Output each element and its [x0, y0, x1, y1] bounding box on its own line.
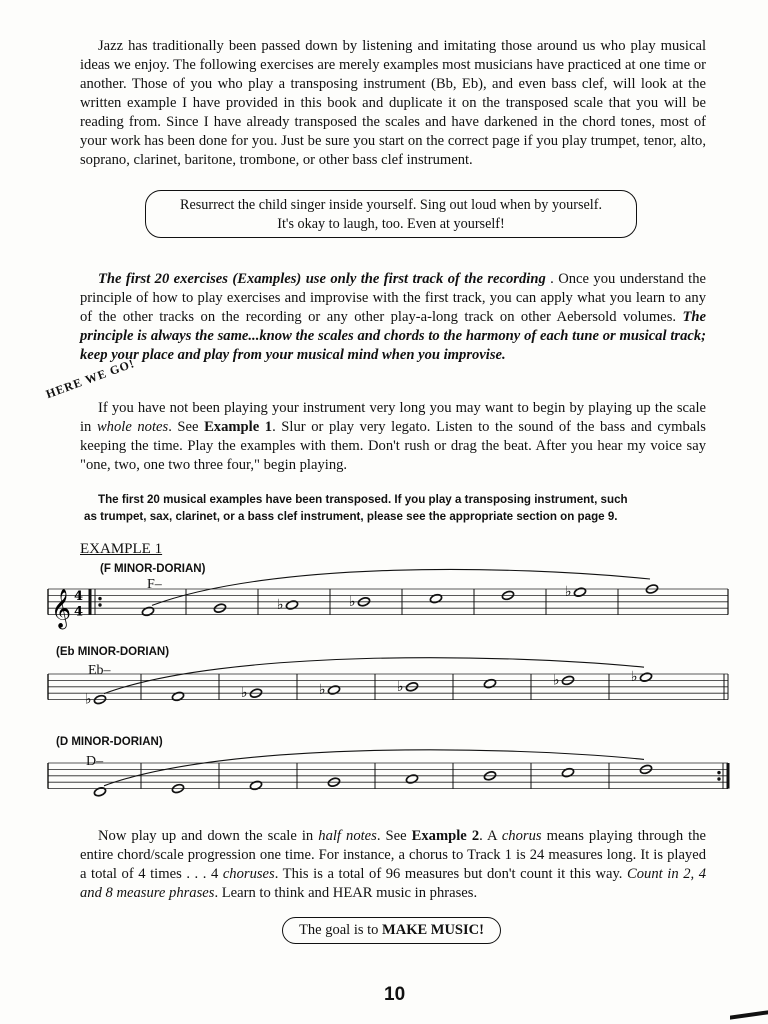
here-we-go-label: HERE WE GO! [44, 356, 137, 402]
callout-line-2: It's okay to laugh, too. Even at yourself! [277, 216, 505, 232]
flat-sign: ♭ [565, 584, 572, 601]
flat-sign: ♭ [553, 672, 560, 689]
flat-sign: ♭ [85, 691, 92, 708]
flat-sign: ♭ [241, 685, 248, 702]
treble-clef-icon: 𝄞 [51, 588, 72, 629]
repeat-dot [717, 777, 720, 780]
whole-note-C [429, 593, 442, 604]
whole-note-Ab [285, 600, 298, 611]
callout-line-1: Resurrect the child singer inside yourself. Sing out loud when by yourself. [179, 197, 602, 213]
goal-callout: The goal is to MAKE MUSIC! [282, 917, 501, 944]
chord-symbol-d-minor: D– [86, 754, 104, 769]
flat-sign: ♭ [349, 593, 356, 610]
whole-note-C [483, 678, 496, 689]
whole-note-D [93, 786, 106, 797]
whole-note-Ab [327, 685, 340, 696]
notice-line-2: as trumpet, sax, clarinet, or a bass clef instrument, please see the appropriate section on page 9. [84, 510, 618, 523]
whole-note-F [141, 606, 154, 617]
notice-line-1: The first 20 musical examples have been transposed. If you play a transposing instrument, such [98, 493, 628, 506]
whole-note-Eb [639, 672, 652, 683]
repeat-dot [717, 771, 720, 774]
chord-symbol-f-minor: F– [147, 577, 162, 592]
chord-symbol-eb-minor: Eb– [88, 663, 111, 678]
intro-paragraph: Jazz has traditionally been passed down by listening and imitating those around us who play musical ideas we enjoy. The following exercises are merely examples most musicians have practiced at one time or another. Those of you who play a transposing instrument (Bb, Eb), and even bass clef, will look at the written example I have provided in this book and duplicate it on the transposed scale that you will be reading from. Since I have already transposed the scales and have darkened in the chord tones, most of your work has been done for you. Just be sure you start on the correct page if you play trumpet, tenor, alto, soprano, clarinet, baritone, trombone, or other bass clef instrument. [80, 38, 706, 168]
slur [152, 569, 650, 605]
scale-label-eb-minor-dorian: (Eb MINOR-DORIAN) [56, 646, 170, 658]
slur [104, 750, 644, 786]
flat-sign: ♭ [319, 682, 326, 698]
principle-statement: The principle is always the same...know the scales and chords to the harmony of each tune or musical track; keep your place and play from your musical mind when you improvise. [80, 309, 706, 363]
example-1-title: EXAMPLE 1 [80, 541, 163, 557]
whole-note-A [405, 774, 418, 785]
half-notes-paragraph: Now play up and down the scale in half notes. See Example 2. A chorus means playing through the entire chord/scale progression one time. For instance, a chorus to Track 1 is 24 measures long. It is played a total of 4 times . . . 4 choruses. This is a total of 96 measures but don't count it this way. Count in 2, 4 and 8 measure phrases. Learn to think and HEAR music in phrases. [80, 828, 707, 901]
time-signature-top: 4 [74, 589, 84, 604]
time-signature-bottom: 4 [74, 604, 84, 620]
first-track-lead: The first 20 exercises (Examples) use only the first track of the recording [98, 271, 546, 287]
scale-label-f-minor-dorian: (F MINOR-DORIAN) [100, 563, 206, 575]
flat-sign: ♭ [631, 669, 638, 686]
principle-paragraph: The first 20 exercises (Examples) use only the first track of the recording . Once you understand the principle of how to play exercises and improvise with the first track, you can apply what you learn to any of the other tracks on the recording or any other play-a-long track on other Aebersold volumes. The principle is always the same...know the scales and chords to the harmony of each tune or musical track; keep your place and play from your musical mind when you improvise. [80, 271, 706, 363]
scale-label-d-minor-dorian: (D MINOR-DORIAN) [56, 736, 163, 748]
whole-note-F [171, 691, 184, 702]
page-number: 10 [384, 984, 406, 1005]
whole-note-F [249, 780, 262, 791]
start-paragraph: If you have not been playing your instrument very long you may want to begin by playing up the scale in whole notes. See Example 1. Slur or play very legato. Listen to the sound of the bass and cymbals keeping the time. Play the examples with them. Don't rush or drag the beat. After you hear my voice say "one, two, one two three four," begin playing. [80, 400, 706, 473]
flat-sign: ♭ [397, 678, 404, 695]
repeat-dot [98, 597, 101, 600]
whole-note-C [561, 767, 574, 778]
slur [104, 658, 644, 694]
whole-note-Eb [573, 587, 586, 598]
flat-sign: ♭ [277, 597, 284, 613]
repeat-dot [98, 603, 101, 606]
